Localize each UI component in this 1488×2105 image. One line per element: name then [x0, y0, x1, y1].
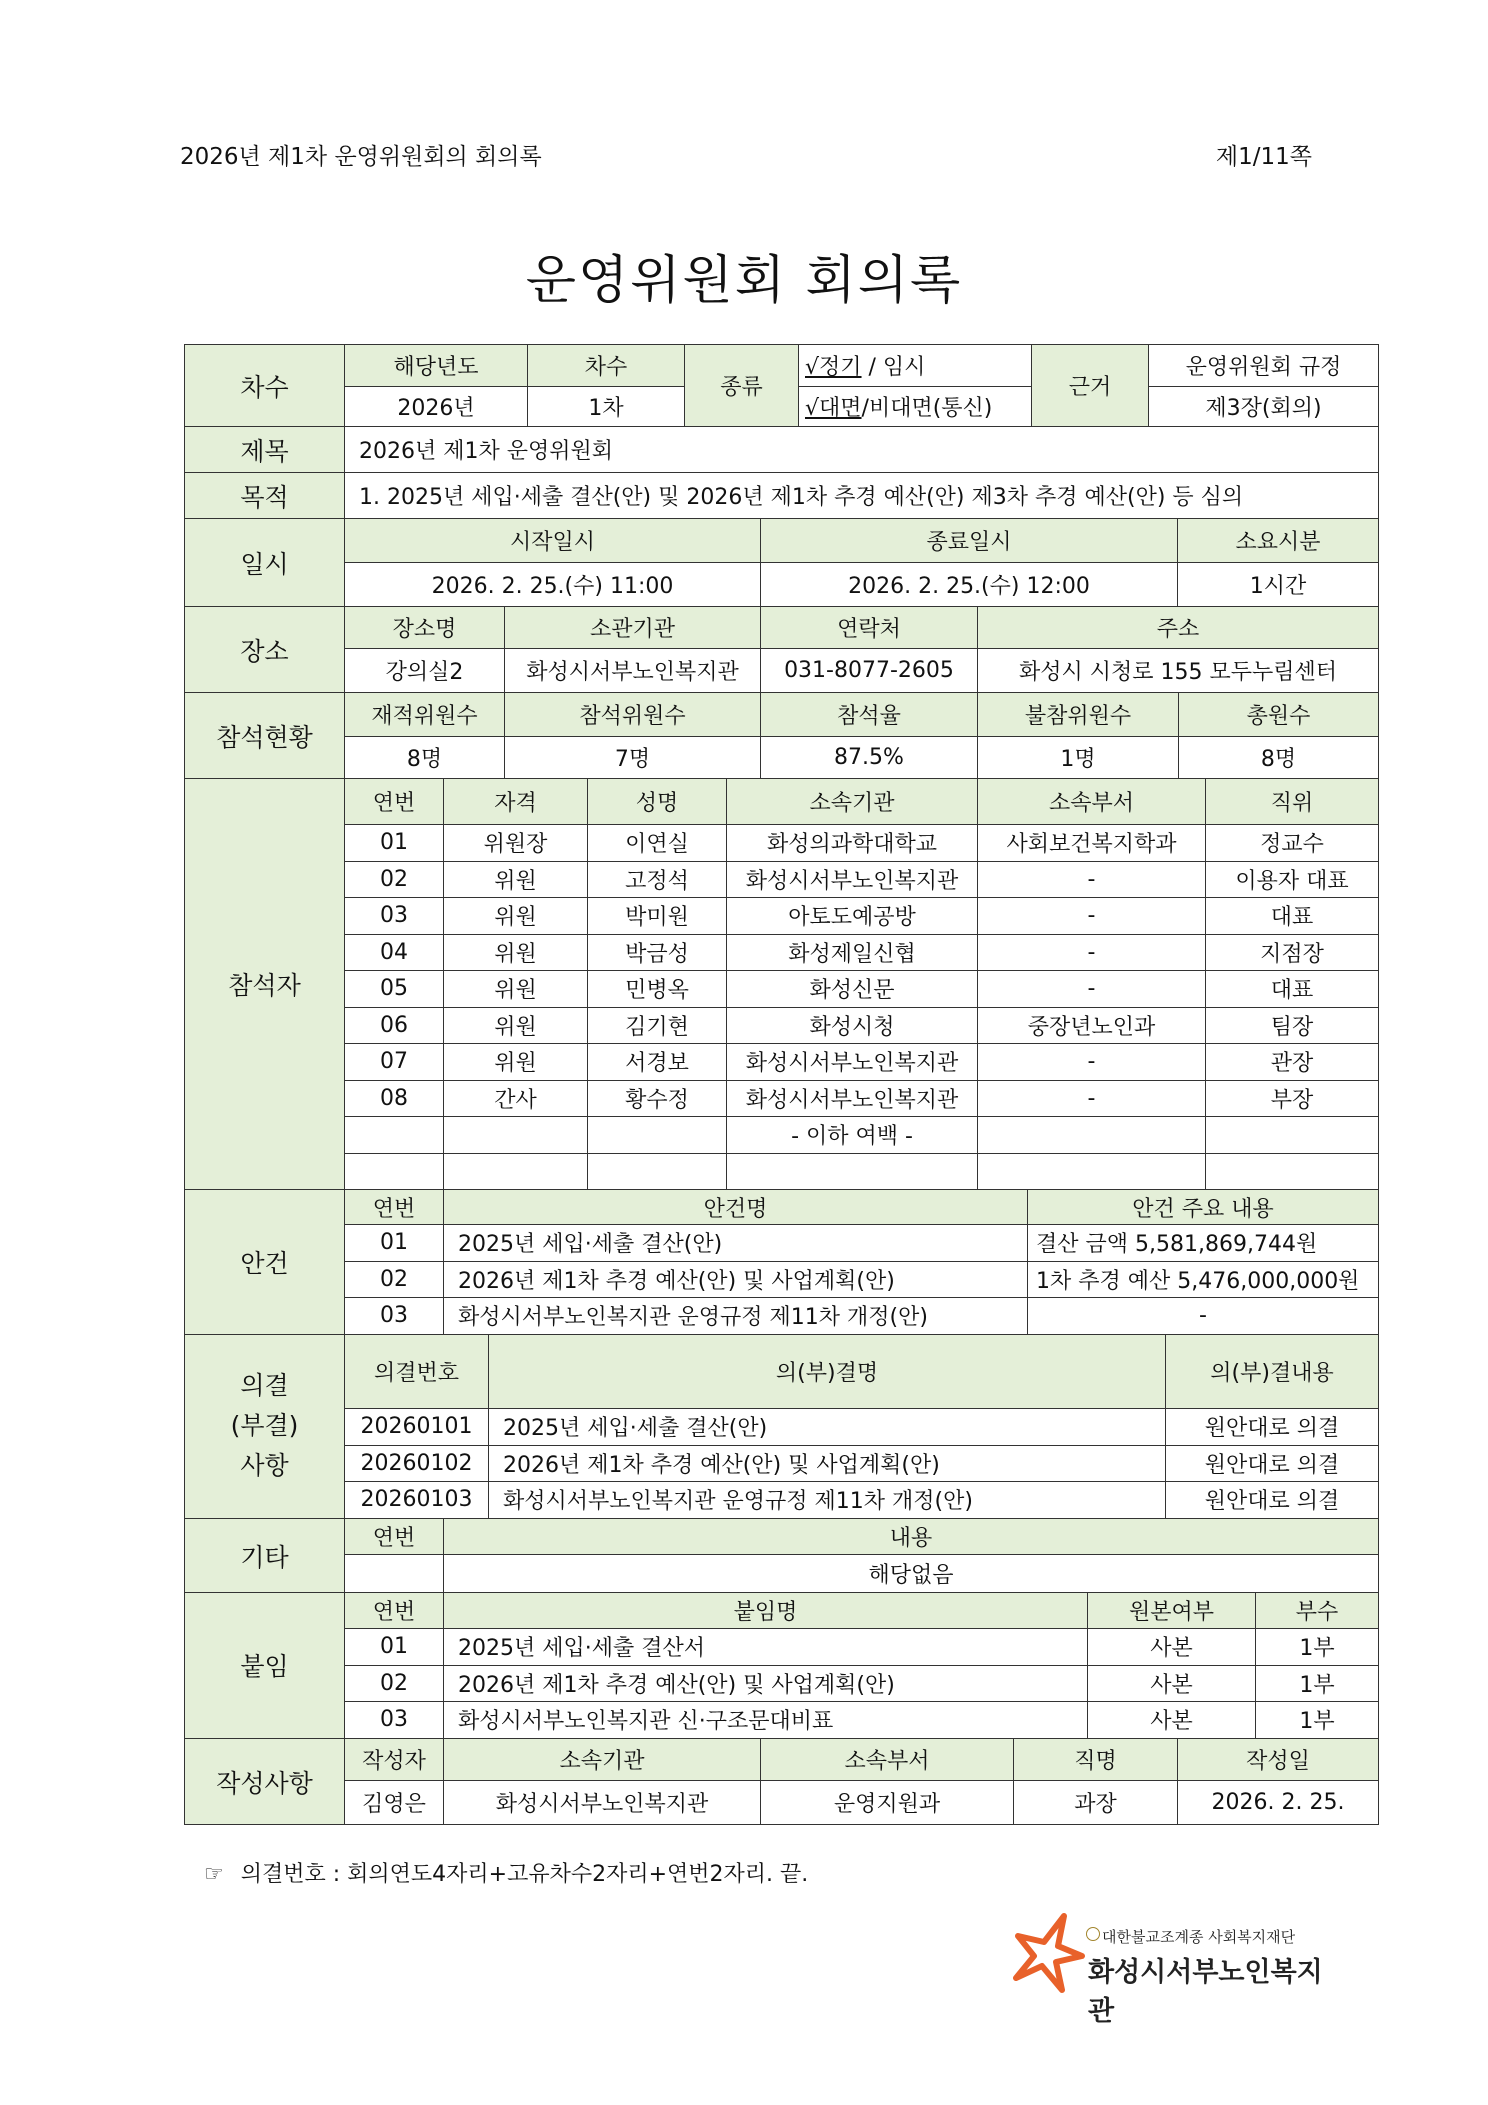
- purpose-label: 목적: [185, 473, 345, 519]
- agenda-table: [184, 1189, 1379, 1335]
- etc-header-content: 내용: [444, 1519, 1379, 1555]
- cell-name: 황수정: [588, 1080, 727, 1117]
- cell-org: 아토도예공방: [727, 898, 978, 935]
- resolution-header-content: 의(부)결내용: [1166, 1335, 1379, 1409]
- cell-dept: -: [978, 934, 1206, 971]
- type-regular-checked: √정기: [805, 355, 862, 380]
- cell-no: 02: [345, 1665, 444, 1702]
- cell-original: 사본: [1088, 1702, 1256, 1739]
- cell-resolution-content: 원안대로 의결: [1166, 1445, 1379, 1482]
- present-value: 7명: [505, 737, 761, 779]
- start-header: 시작일시: [345, 519, 761, 563]
- table-row: [185, 971, 1379, 1008]
- blank-note: - 이하 여백 -: [727, 1117, 978, 1154]
- table-row: [185, 861, 1379, 898]
- footnote-text: 의결번호 : 회의연도4자리+고유차수2자리+연번2자리. 끝.: [240, 1862, 809, 1887]
- type-line-1-rest: / 임시: [861, 355, 926, 380]
- cell-agenda-content: 1차 추경 예산 5,476,000,000원: [1028, 1261, 1379, 1298]
- attachments-header-no: 연번: [345, 1593, 444, 1629]
- cell-name: 고정석: [588, 861, 727, 898]
- cell-position: 부장: [1206, 1080, 1379, 1117]
- total-header: 총원수: [1179, 693, 1379, 737]
- attendees-header-role: 자격: [444, 779, 588, 825]
- cell-agenda-title: 2026년 제1차 추경 예산(안) 및 사업계획(안): [444, 1261, 1028, 1298]
- table-row: [185, 1445, 1379, 1482]
- attendance-table: [184, 692, 1379, 779]
- cell-position: 정교수: [1206, 825, 1379, 862]
- cell-name: 김기현: [588, 1007, 727, 1044]
- resolution-label-line-2: (부결): [230, 1411, 299, 1441]
- author-header-title: 직명: [1014, 1739, 1178, 1781]
- table-row: [185, 1225, 1379, 1262]
- cell-attachment-title: 2025년 세입·세출 결산서: [444, 1629, 1088, 1666]
- type-inperson-checked: √대면: [805, 396, 862, 421]
- cell-empty: [1206, 1153, 1379, 1190]
- cell-copies: 1부: [1256, 1702, 1379, 1739]
- agenda-header-no: 연번: [345, 1190, 444, 1225]
- table-row: [185, 1702, 1379, 1739]
- rate-header: 참석율: [761, 693, 978, 737]
- etc-value: 해당없음: [444, 1555, 1379, 1593]
- table-row: [185, 1298, 1379, 1335]
- duration-header: 소요시분: [1178, 519, 1379, 563]
- year-header: 해당년도: [345, 345, 528, 387]
- author-header-dept: 소속부서: [761, 1739, 1014, 1781]
- resolution-label-line-1: 의결: [240, 1371, 289, 1401]
- table-row: [185, 1044, 1379, 1081]
- round-header: 차수: [528, 345, 685, 387]
- cell-org: 화성시서부노인복지관: [727, 861, 978, 898]
- cell-name: 박미원: [588, 898, 727, 935]
- year-value: 2026년: [345, 387, 528, 427]
- cell-empty: [727, 1153, 978, 1190]
- cell-resolution-title: 2026년 제1차 추경 예산(안) 및 사업계획(안): [489, 1445, 1166, 1482]
- cell-org: 화성의과학대학교: [727, 825, 978, 862]
- attendees-header-no: 연번: [345, 779, 444, 825]
- basis-line-1: 운영위원회 규정: [1149, 345, 1379, 387]
- rate-value: 87.5%: [761, 737, 978, 779]
- enrolled-header: 재적위원수: [345, 693, 505, 737]
- place-phone-header: 연락처: [761, 607, 978, 649]
- cell-resolution-no: 20260102: [345, 1445, 489, 1482]
- table-row: [185, 1080, 1379, 1117]
- author-date: 2026. 2. 25.: [1178, 1781, 1379, 1825]
- cell-empty: [345, 1153, 444, 1190]
- attendees-header-org: 소속기관: [727, 779, 978, 825]
- datetime-table: [184, 518, 1379, 607]
- place-phone: 031-8077-2605: [761, 649, 978, 693]
- cell-name: 서경보: [588, 1044, 727, 1081]
- cell-role: 위원: [444, 1044, 588, 1081]
- pointing-hand-icon: ☞: [204, 1862, 224, 1887]
- cell-role: 간사: [444, 1080, 588, 1117]
- logo-star-icon: [1012, 1912, 1086, 1994]
- present-header: 참석위원수: [505, 693, 761, 737]
- place-name: 강의실2: [345, 649, 505, 693]
- cell-name: 민병옥: [588, 971, 727, 1008]
- place-table: [184, 606, 1379, 693]
- author-dept: 운영지원과: [761, 1781, 1014, 1825]
- cell-no: 02: [345, 861, 444, 898]
- cell-dept: -: [978, 898, 1206, 935]
- logo-subtitle: 대한불교조계종 사회복지재단: [1102, 1928, 1296, 1946]
- cell-original: 사본: [1088, 1665, 1256, 1702]
- table-row: [185, 1482, 1379, 1519]
- cell-dept: -: [978, 971, 1206, 1008]
- type-label: 종류: [685, 345, 799, 427]
- table-row: [185, 1261, 1379, 1298]
- cell-agenda-content: 결산 금액 5,581,869,744원: [1028, 1225, 1379, 1262]
- cell-no: 04: [345, 934, 444, 971]
- cell-dept: -: [978, 1044, 1206, 1081]
- cell-empty: [588, 1117, 727, 1154]
- cell-position: 지점장: [1206, 934, 1379, 971]
- cell-name: 박금성: [588, 934, 727, 971]
- table-row: [185, 1117, 1379, 1154]
- place-address: 화성시 시청로 155 모두누림센터: [978, 649, 1379, 693]
- cell-empty: [345, 1117, 444, 1154]
- subject-value: 2026년 제1차 운영위원회: [345, 427, 1379, 473]
- cell-position: 대표: [1206, 898, 1379, 935]
- resolution-table: [184, 1334, 1379, 1519]
- duration-value: 1시간: [1178, 563, 1379, 607]
- cell-resolution-content: 원안대로 의결: [1166, 1482, 1379, 1519]
- type-line-2: [799, 387, 1032, 427]
- place-address-header: 주소: [978, 607, 1379, 649]
- cell-empty: [444, 1153, 588, 1190]
- place-org-header: 소관기관: [505, 607, 761, 649]
- table-row: [185, 1007, 1379, 1044]
- cell-role: 위원: [444, 898, 588, 935]
- cell-agenda-title: 2025년 세입·세출 결산(안): [444, 1225, 1028, 1262]
- cell-copies: 1부: [1256, 1665, 1379, 1702]
- cell-resolution-title: 화성시서부노인복지관 운영규정 제11차 개정(안): [489, 1482, 1166, 1519]
- author-label: 작성사항: [185, 1739, 345, 1825]
- cell-empty: [588, 1153, 727, 1190]
- cell-dept: 사회보건복지학과: [978, 825, 1206, 862]
- page-number: 제1/11쪽: [1215, 144, 1312, 170]
- page-header-title: 2026년 제1차 운영위원회의 회의록: [180, 144, 542, 170]
- total-value: 8명: [1179, 737, 1379, 779]
- end-header: 종료일시: [761, 519, 1178, 563]
- cell-resolution-no: 20260101: [345, 1409, 489, 1446]
- cell-no: 02: [345, 1261, 444, 1298]
- document-title: 운영위원회 회의록: [525, 251, 963, 311]
- resolution-label: [185, 1335, 345, 1519]
- cell-no: 05: [345, 971, 444, 1008]
- end-value: 2026. 2. 25.(수) 12:00: [761, 563, 1178, 607]
- etc-label: 기타: [185, 1519, 345, 1593]
- cell-empty: [444, 1117, 588, 1154]
- cell-dept: -: [978, 861, 1206, 898]
- type-line-1: [799, 345, 1032, 387]
- author-table: [184, 1738, 1379, 1825]
- absent-value: 1명: [978, 737, 1179, 779]
- author-header-date: 작성일: [1178, 1739, 1379, 1781]
- attachments-header-original: 원본여부: [1088, 1593, 1256, 1629]
- footnote: [204, 1857, 808, 1888]
- etc-header-no: 연번: [345, 1519, 444, 1555]
- cell-empty: [1206, 1117, 1379, 1154]
- cell-attachment-title: 2026년 제1차 추경 예산(안) 및 사업계획(안): [444, 1665, 1088, 1702]
- author-org: 화성시서부노인복지관: [444, 1781, 761, 1825]
- cell-resolution-no: 20260103: [345, 1482, 489, 1519]
- cell-position: 이용자 대표: [1206, 861, 1379, 898]
- cell-role: 위원: [444, 1007, 588, 1044]
- author-title: 과장: [1014, 1781, 1178, 1825]
- attendees-header-dept: 소속부서: [978, 779, 1206, 825]
- absent-header: 불참위원수: [978, 693, 1179, 737]
- cell-dept: -: [978, 1080, 1206, 1117]
- attendees-header-position: 직위: [1206, 779, 1379, 825]
- cell-original: 사본: [1088, 1629, 1256, 1666]
- cell-name: 이연실: [588, 825, 727, 862]
- attachments-table: [184, 1592, 1379, 1739]
- cell-no: 01: [345, 1629, 444, 1666]
- cell-empty: [978, 1153, 1206, 1190]
- cell-no: 06: [345, 1007, 444, 1044]
- cell-no: 01: [345, 825, 444, 862]
- table-row: [185, 1629, 1379, 1666]
- cell-no: 08: [345, 1080, 444, 1117]
- cell-attachment-title: 화성시서부노인복지관 신·구조문대비표: [444, 1702, 1088, 1739]
- dharma-wheel-icon: [1086, 1927, 1100, 1941]
- subject-label: 제목: [185, 427, 345, 473]
- agenda-label: 안건: [185, 1190, 345, 1335]
- table-row: [185, 1665, 1379, 1702]
- cell-resolution-title: 2025년 세입·세출 결산(안): [489, 1409, 1166, 1446]
- cell-no: 03: [345, 898, 444, 935]
- resolution-label-line-3: 사항: [240, 1451, 289, 1481]
- basis-label: 근거: [1032, 345, 1149, 427]
- cell-position: 관장: [1206, 1044, 1379, 1081]
- purpose-value: 1. 2025년 세입·세출 결산(안) 및 2026년 제1차 추경 예산(안) 제3차 추경 예산(안) 등 심의: [345, 473, 1379, 519]
- attachments-header-title: 붙임명: [444, 1593, 1088, 1629]
- start-value: 2026. 2. 25.(수) 11:00: [345, 563, 761, 607]
- cell-org: 화성시청: [727, 1007, 978, 1044]
- resolution-header-title: 의(부)결명: [489, 1335, 1166, 1409]
- cell-agenda-title: 화성시서부노인복지관 운영규정 제11차 개정(안): [444, 1298, 1028, 1335]
- round-value: 1차: [528, 387, 685, 427]
- attendees-table: [184, 778, 1379, 1190]
- cell-copies: 1부: [1256, 1629, 1379, 1666]
- place-label: 장소: [185, 607, 345, 693]
- cell-no: 03: [345, 1298, 444, 1335]
- author-header-writer: 작성자: [345, 1739, 444, 1781]
- enrolled-value: 8명: [345, 737, 505, 779]
- logo-name: 화성시서부노인복지관: [1088, 1957, 1323, 2027]
- author-writer: 김영은: [345, 1781, 444, 1825]
- cell-empty: [345, 1555, 444, 1593]
- cell-role: 위원: [444, 971, 588, 1008]
- datetime-label: 일시: [185, 519, 345, 607]
- cell-role: 위원: [444, 934, 588, 971]
- place-name-header: 장소명: [345, 607, 505, 649]
- table-row: [185, 825, 1379, 862]
- attachments-header-copies: 부수: [1256, 1593, 1379, 1629]
- cell-org: 화성제일신협: [727, 934, 978, 971]
- table-row: [185, 1409, 1379, 1446]
- cell-org: 화성신문: [727, 971, 978, 1008]
- resolution-header-no: 의결번호: [345, 1335, 489, 1409]
- table-row: [185, 898, 1379, 935]
- cell-no: 03: [345, 1702, 444, 1739]
- attendance-label: 참석현황: [185, 693, 345, 779]
- cell-position: 팀장: [1206, 1007, 1379, 1044]
- cell-position: 대표: [1206, 971, 1379, 1008]
- organization-logo: [1012, 1912, 1332, 2027]
- cell-no: 07: [345, 1044, 444, 1081]
- table-row: [185, 934, 1379, 971]
- attachments-label: 붙임: [185, 1593, 345, 1739]
- table-row: [185, 1153, 1379, 1190]
- round-label: 차수: [185, 345, 345, 427]
- type-line-2-rest: /비대면(통신): [861, 396, 993, 421]
- etc-table: [184, 1518, 1379, 1593]
- cell-role: 위원장: [444, 825, 588, 862]
- cell-agenda-content: -: [1028, 1298, 1379, 1335]
- meta-table: [184, 344, 1379, 519]
- agenda-header-title: 안건명: [444, 1190, 1028, 1225]
- place-org: 화성시서부노인복지관: [505, 649, 761, 693]
- author-header-org: 소속기관: [444, 1739, 761, 1781]
- basis-line-2: 제3장(회의): [1149, 387, 1379, 427]
- attendees-header-name: 성명: [588, 779, 727, 825]
- attendees-label: 참석자: [185, 779, 345, 1190]
- cell-no: 01: [345, 1225, 444, 1262]
- cell-org: 화성시서부노인복지관: [727, 1044, 978, 1081]
- cell-role: 위원: [444, 861, 588, 898]
- cell-resolution-content: 원안대로 의결: [1166, 1409, 1379, 1446]
- cell-dept: 중장년노인과: [978, 1007, 1206, 1044]
- cell-org: 화성시서부노인복지관: [727, 1080, 978, 1117]
- agenda-header-content: 안건 주요 내용: [1028, 1190, 1379, 1225]
- cell-empty: [978, 1117, 1206, 1154]
